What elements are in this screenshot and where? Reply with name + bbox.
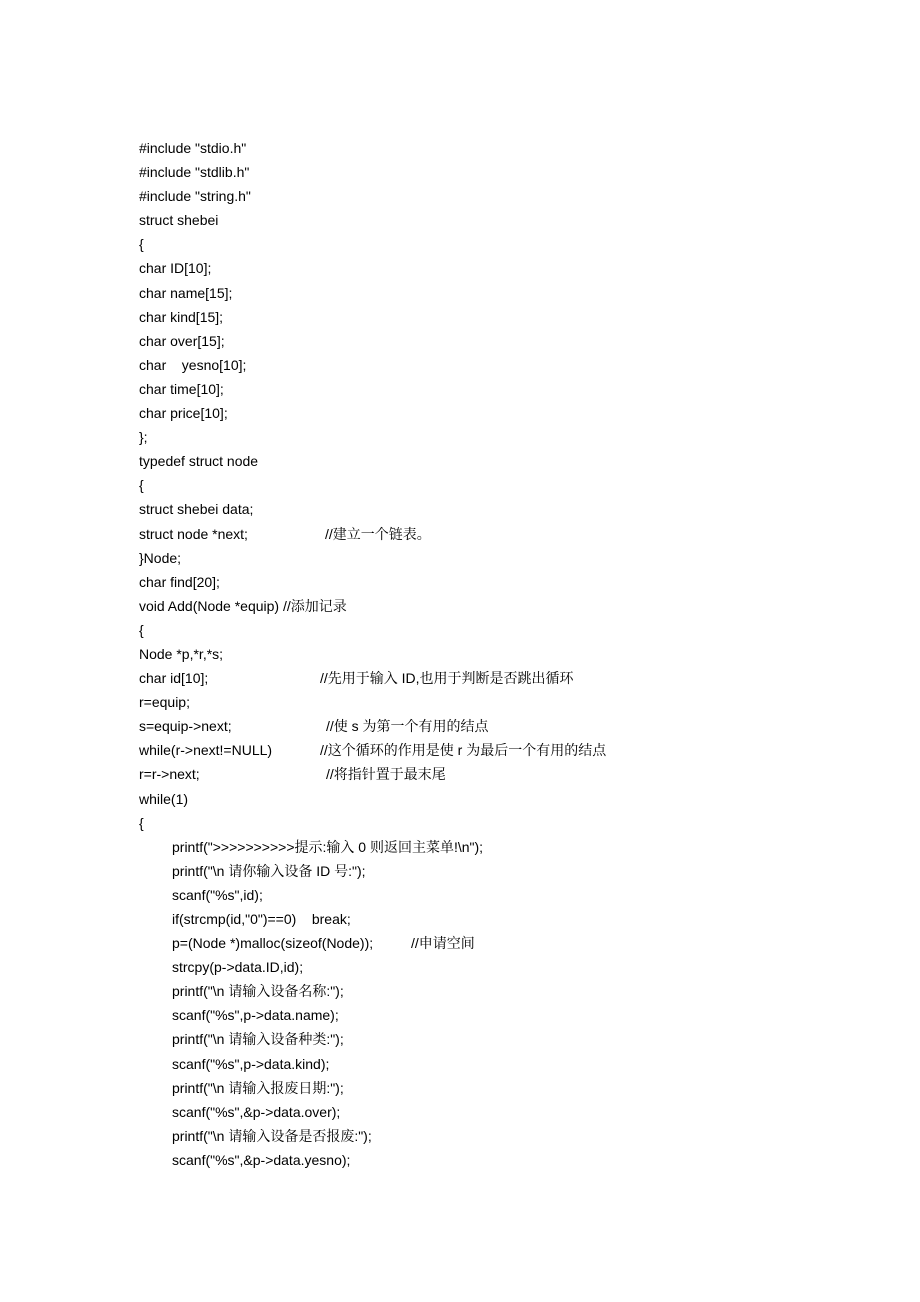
code-comment: //建立一个链表。	[325, 525, 431, 542]
code-text: #include "stdio.h"	[139, 140, 247, 156]
code-line	[139, 979, 483, 1003]
code-text: char price[10];	[139, 405, 228, 422]
code-text: while(r->next!=NULL)	[139, 742, 273, 759]
code-text: typedef struct node	[139, 453, 259, 470]
code-text: struct shebei	[139, 212, 219, 229]
code-text: #include "string.h"	[139, 188, 251, 205]
code-comment: //这个循环的作用是使 r 为最后一个有用的结点	[320, 742, 607, 759]
code-line	[139, 281, 483, 305]
code-line	[139, 1100, 483, 1124]
code-line	[139, 1148, 483, 1172]
code-line	[139, 787, 483, 811]
code-text: {	[139, 477, 144, 494]
code-line	[139, 425, 483, 449]
code-text: printf("\n 请输入设备是否报废:");	[172, 1127, 372, 1144]
code-text: struct node *next;	[139, 525, 248, 542]
code-line	[139, 160, 483, 184]
code-line	[139, 522, 483, 546]
code-line	[139, 955, 483, 979]
code-text: printf(">>>>>>>>>>提示:输入 0 则返回主菜单!\n");	[172, 838, 484, 855]
code-line	[139, 305, 483, 329]
code-line	[139, 738, 607, 762]
code-line	[139, 1052, 483, 1076]
code-text: char time[10];	[139, 380, 224, 397]
code-line	[139, 208, 483, 232]
code-comment: //申请空间	[411, 935, 475, 952]
code-text: s=equip->next;	[139, 718, 232, 735]
code-text: {	[139, 814, 144, 831]
code-line	[139, 762, 483, 786]
code-text: p=(Node *)malloc(sizeof(Node));	[172, 935, 374, 952]
code-text: Node *p,*r,*s;	[139, 645, 224, 662]
code-line	[139, 256, 483, 280]
code-text: char yesno[10];	[139, 356, 247, 373]
code-text: if(strcmp(id,"0")==0) break;	[172, 911, 351, 927]
code-text: char ID[10];	[139, 260, 212, 277]
code-text: };	[139, 429, 148, 446]
code-line	[139, 642, 483, 666]
code-text: struct shebei data;	[139, 501, 254, 518]
code-text: char id[10];	[139, 670, 209, 687]
code-line	[139, 401, 483, 425]
code-line	[139, 353, 483, 377]
code-line	[139, 1124, 483, 1148]
code-line	[139, 184, 483, 208]
code-line	[139, 232, 483, 256]
code-line	[139, 136, 483, 160]
code-line	[139, 570, 483, 594]
code-text: char over[15];	[139, 332, 225, 349]
code-line	[139, 666, 574, 690]
code-line	[139, 594, 483, 618]
code-line	[139, 859, 483, 883]
code-line	[139, 1003, 483, 1027]
code-text: printf("\n 请输入设备名称:");	[172, 983, 344, 1000]
code-text: void Add(Node *equip) //添加记录	[139, 597, 347, 614]
code-line	[139, 883, 483, 907]
code-text: }Node;	[139, 549, 182, 566]
code-line	[139, 473, 483, 497]
code-line	[139, 449, 483, 473]
code-text: scanf("%s",p->data.name);	[172, 1007, 339, 1024]
code-line	[139, 1076, 483, 1100]
code-text: scanf("%s",&p->data.yesno);	[172, 1151, 351, 1168]
code-text: r=r->next;	[139, 766, 200, 783]
code-text: scanf("%s",p->data.kind);	[172, 1055, 330, 1072]
code-text: scanf("%s",&p->data.over);	[172, 1103, 341, 1120]
code-line	[139, 714, 489, 738]
code-line	[139, 497, 483, 521]
code-text: strcpy(p->data.ID,id);	[172, 959, 304, 976]
code-line	[139, 931, 483, 955]
code-line	[139, 1027, 483, 1051]
code-line	[139, 811, 483, 835]
code-text: r=equip;	[139, 694, 190, 711]
code-text: char name[15];	[139, 284, 233, 301]
code-text: printf("\n 请你输入设备 ID 号:");	[172, 862, 366, 879]
code-line	[139, 907, 483, 931]
code-line	[139, 690, 483, 714]
code-text: printf("\n 请输入报废日期:");	[172, 1079, 344, 1096]
code-line	[139, 377, 483, 401]
code-line	[139, 329, 483, 353]
code-text: while(1)	[139, 790, 189, 807]
code-listing	[139, 136, 607, 1172]
code-text: printf("\n 请输入设备种类:");	[172, 1031, 344, 1048]
code-text: #include "stdlib.h"	[139, 164, 250, 181]
code-comment: //先用于输入 ID,也用于判断是否跳出循环	[320, 670, 574, 687]
code-text: {	[139, 621, 144, 638]
code-line	[139, 835, 483, 859]
code-text: char find[20];	[139, 573, 220, 590]
code-line	[139, 618, 483, 642]
code-text: char kind[15];	[139, 308, 224, 325]
code-text: scanf("%s",id);	[172, 886, 263, 903]
code-comment: //使 s 为第一个有用的结点	[326, 718, 489, 735]
code-comment: //将指针置于最末尾	[326, 766, 446, 783]
code-text: {	[139, 236, 144, 253]
code-line	[139, 546, 483, 570]
